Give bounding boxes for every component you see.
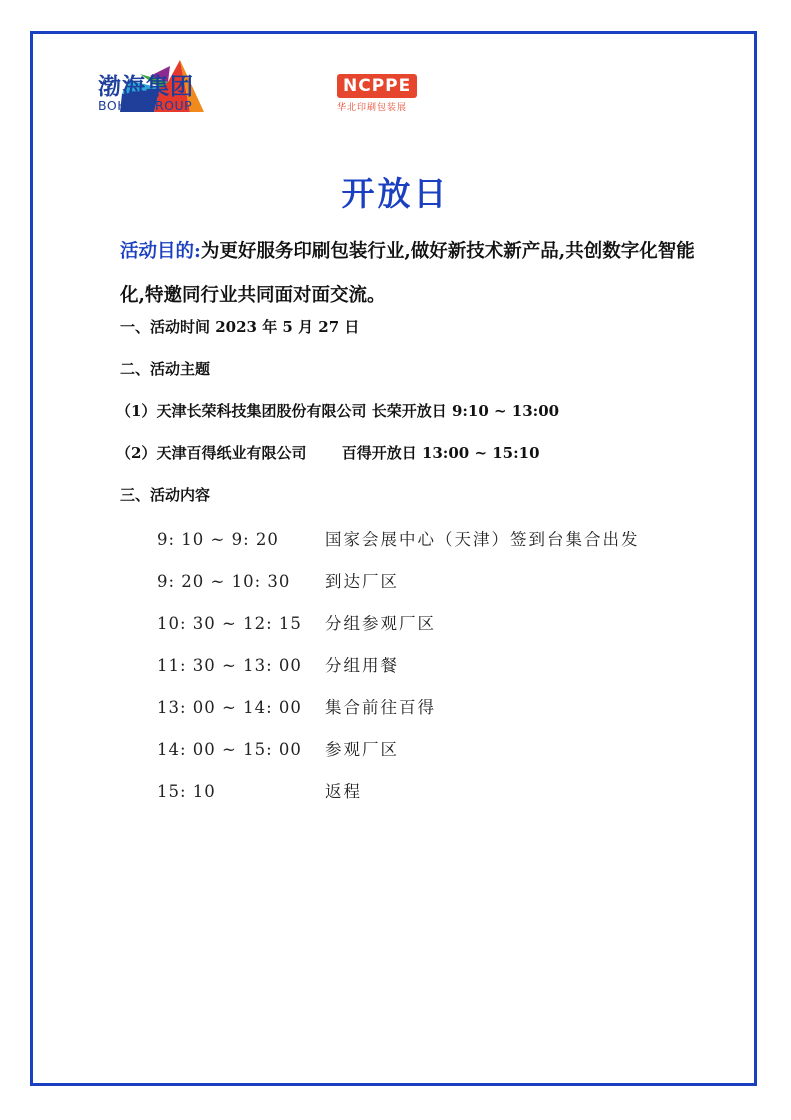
theme-item-time: 9:10 ~ 13:00	[451, 402, 560, 420]
schedule-row	[157, 778, 362, 802]
theme-item-event: 百得开放日	[341, 444, 417, 462]
schedule-time: 14: 00 ~ 15: 00	[157, 740, 302, 759]
bohai-logo-english: BOHAI GROUP	[98, 98, 193, 113]
schedule-time: 9: 10 ~ 9: 20	[157, 530, 279, 549]
ncppe-logo-text: NCPPE	[337, 74, 417, 98]
activity-purpose	[120, 230, 700, 318]
schedule-desc: 集合前往百得	[325, 698, 436, 717]
page-title: 开放日	[341, 174, 450, 213]
schedule-time: 11: 30 ~ 13: 00	[157, 656, 302, 675]
purpose-lead: 活动目的:	[120, 241, 201, 262]
schedule-row	[157, 694, 436, 718]
theme-item	[116, 442, 540, 463]
ncppe-logo-subtitle: 华北印刷包装展	[337, 103, 408, 113]
theme-item-company: 天津百得纸业有限公司	[156, 444, 307, 462]
theme-item	[116, 400, 559, 421]
schedule-row	[157, 610, 436, 634]
schedule-row	[157, 568, 399, 592]
time-heading: 一、活动时间 2023 年 5 月 27 日	[120, 318, 360, 336]
schedule-row	[157, 736, 399, 760]
schedule-row	[157, 526, 640, 550]
theme-item-company: 天津长荣科技集团股份有限公司	[156, 402, 367, 420]
schedule-time: 9: 20 ~ 10: 30	[157, 572, 291, 591]
theme-item-number: （1）	[116, 402, 157, 420]
ncppe-logo	[337, 74, 417, 113]
schedule-time: 15: 10	[157, 782, 216, 801]
schedule-desc: 到达厂区	[325, 572, 399, 591]
theme-heading: 二、活动主题	[120, 360, 211, 378]
schedule-time: 13: 00 ~ 14: 00	[157, 698, 302, 717]
schedule-desc: 返程	[325, 782, 362, 801]
bohai-logo-chinese: 渤海集团	[98, 74, 194, 100]
theme-item-event: 长荣开放日	[371, 402, 447, 420]
schedule-desc: 分组参观厂区	[325, 614, 436, 633]
theme-item-number: （2）	[116, 444, 157, 462]
schedule-row	[157, 652, 399, 676]
schedule-time: 10: 30 ~ 12: 15	[157, 614, 302, 633]
schedule-desc: 参观厂区	[325, 740, 399, 759]
content-heading: 三、活动内容	[120, 486, 211, 504]
schedule-desc: 分组用餐	[325, 656, 399, 675]
theme-item-time: 13:00 ~ 15:10	[421, 444, 540, 462]
purpose-text: 为更好服务印刷包装行业,做好新技术新产品,共创数字化智能化,特邀同行业共同面对面交流。	[120, 241, 695, 306]
schedule-desc: 国家会展中心（天津）签到台集合出发	[325, 530, 640, 549]
